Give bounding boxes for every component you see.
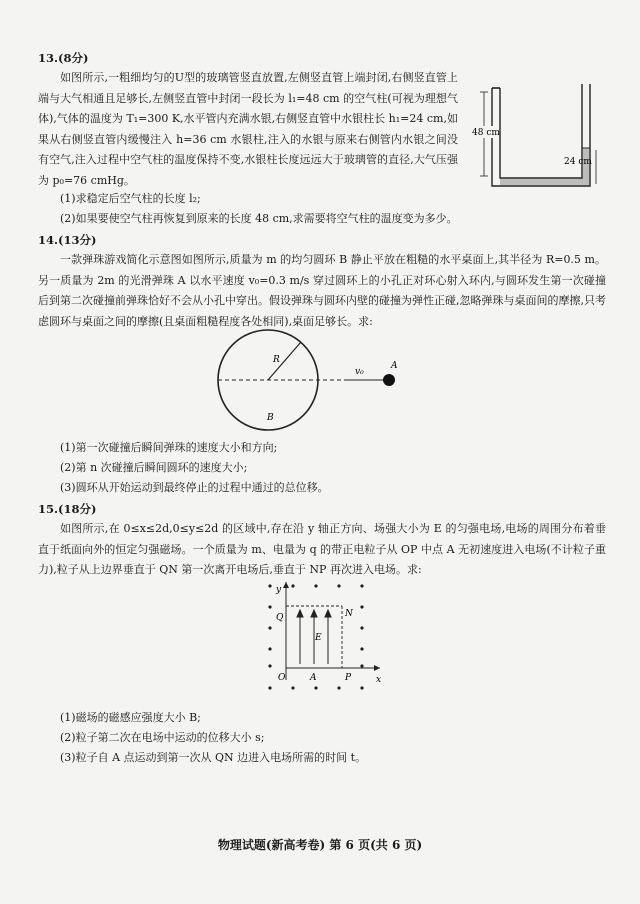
label-E: E xyxy=(315,633,322,643)
q14-sub1: (1)第一次碰撞后瞬间弹珠的速度大小和方向; xyxy=(60,441,278,454)
q15-heading: 15.(18分) xyxy=(38,502,97,516)
label-B: B xyxy=(267,413,274,423)
label-y: y xyxy=(276,585,282,595)
label-N: N xyxy=(345,609,353,619)
label-A: A xyxy=(391,361,398,371)
q15-sub3: (3)粒子自 A 点运动到第一次从 QN 边进入电场所需的时间 t。 xyxy=(60,751,367,764)
q13-text: 如图所示,一粗细均匀的U型的玻璃管竖直放置,左侧竖直管上端封闭,右侧竖直管上端与大气相通且足够长,左侧竖直管中封闭一段长为 l₁=48 cm 的空气柱(可视为理想气体),气体的温度为 T₁=300 K,水平管内充满水银,右侧竖直管中水银柱长 h₁=24 cm,如果从右侧竖直管内缓慢注入 h=36 cm 水银柱,注入的水银与原来右侧管内水银之间没有空气,注入过程中空气柱的温度保持不变,水银柱长度远远大于玻璃管的直径,大气压强为 p₀=76 cmHg。 xyxy=(38,71,458,187)
q15-sub2: (2)粒子第二次在电场中运动的位移大小 s; xyxy=(60,731,265,744)
q13-sub1: (1)求稳定后空气柱的长度 l₂; xyxy=(60,192,201,205)
q15-sub1: (1)磁场的磁感应强度大小 B; xyxy=(60,711,201,724)
label-A: A xyxy=(310,673,317,683)
q13-sub2: (2)如果要使空气柱再恢复到原来的长度 48 cm,求需要将空气柱的温度变为多少。 xyxy=(60,212,458,225)
label-48cm: 48 cm xyxy=(472,128,500,138)
q14-heading: 14.(13分) xyxy=(38,233,97,247)
label-O: O xyxy=(278,673,286,683)
label-R: R xyxy=(273,355,280,365)
ring-figure xyxy=(205,328,415,440)
label-Q: Q xyxy=(276,613,284,623)
marble-A xyxy=(383,374,395,386)
label-x: x xyxy=(376,675,382,685)
field-figure xyxy=(248,578,398,698)
q14-text: 一款弹珠游戏简化示意图如图所示,质量为 m 的均匀圆环 B 静止平放在粗糙的水平桌面上,其半径为 R=0.5 m。另一质量为 2m 的光滑弹珠 A 以水平速度 v₀=0.3 m/s 穿过圆环上的小孔正对环心射入环内,与圆环发生第一次碰撞后到第二次碰撞前弹珠恰好不会从小孔中穿出。假设弹珠与圆环内壁的碰撞为弹性正碰,忽略弹珠与桌面间的摩擦,只考虑圆环与桌面之间的摩擦(且桌面粗糙程度各处相同),桌面足够长。求: xyxy=(38,253,606,328)
q13-heading: 13.(8分) xyxy=(38,51,89,65)
label-v0: v₀ xyxy=(355,367,364,377)
q15-text: 如图所示,在 0≤x≤2d,0≤y≤2d 的区域中,存在沿 y 轴正方向、场强大小为 E 的匀强电场,电场的周围分布着垂直于纸面向外的恒定匀强磁场。一个质量为 m、电量为 q 的带正电粒子从 OP 中点 A 无初速度进入电场(不计粒子重力),粒子从上边界垂直于 QN 第一次离开电场后,垂直于 NP 再次进入电场。求: xyxy=(38,522,606,576)
label-P: P xyxy=(345,673,352,683)
label-24cm: 24 cm xyxy=(564,157,592,167)
q14-sub2: (2)第 n 次碰撞后瞬间圆环的速度大小; xyxy=(60,461,248,474)
u-tube-figure xyxy=(470,82,610,212)
q14-sub3: (3)圆环从开始运动到最终停止的过程中通过的总位移。 xyxy=(60,481,329,494)
page-footer: 物理试题(新高考卷) 第 6 页(共 6 页) xyxy=(217,838,423,852)
